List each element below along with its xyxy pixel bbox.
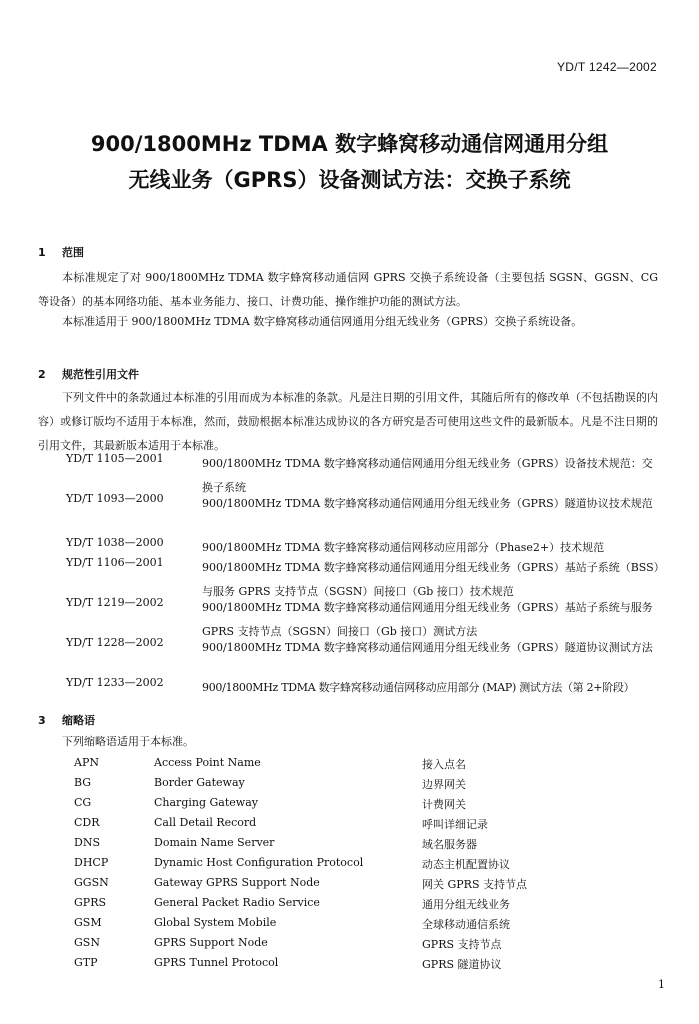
abbreviation-chinese: 域名服务器 [422, 838, 477, 851]
section-title: 缩略语 [62, 714, 95, 727]
reference-code: YD/T 1106—2001 [66, 556, 164, 569]
reference-code: YD/T 1038—2000 [66, 536, 164, 549]
section-heading-abbreviations [38, 712, 95, 728]
abbreviation-row [74, 836, 594, 856]
section-heading-scope [38, 244, 84, 260]
document-title-line1: 900/1800MHz TDMA 数字蜂窝移动通信网通用分组 [90, 132, 609, 156]
scope-text-1: 本标准规定了对 900/1800MHz TDMA 数字蜂窝移动通信网 GPRS 交换子系统设备（主要包括 SGSN、GGSN、CG 等设备）的基本网络功能、基本业务能力、接口、计费功能、操作维护功能的测试方法。 [38, 271, 658, 308]
abbreviation-row [74, 796, 594, 816]
abbreviation-english: GPRS Tunnel Protocol [154, 956, 279, 969]
abbreviation-english: Border Gateway [154, 776, 245, 789]
reference-title: 900/1800MHz TDMA 数字蜂窝移动通信网通用分组无线业务（GPRS）基站子系统与服务 GPRS 支持节点（SGSN）间接口（Gb 接口）测试方法 [202, 601, 653, 638]
abbreviation-code: DNS [74, 836, 100, 849]
standard-code: YD/T 1242—2002 [556, 60, 657, 74]
abbreviation-chinese: GPRS 支持节点 [422, 938, 502, 951]
abbreviation-chinese: 全球移动通信系统 [422, 918, 510, 931]
abbreviation-row [74, 756, 594, 776]
abbreviation-english: Access Point Name [154, 756, 261, 769]
abbreviation-code: GSN [74, 936, 100, 949]
abbreviation-row [74, 816, 594, 836]
reference-title: 900/1800MHz TDMA 数字蜂窝移动通信网移动应用部分（Phase2+）技术规范 [202, 541, 605, 554]
normative-intro-text: 下列文件中的条款通过本标准的引用而成为本标准的条款。凡是注日期的引用文件，其随后所有的修改单（不包括勘误的内容）或修订版均不适用于本标准，然而，鼓励根据本标准达成协议的各方研究是否可使用这些文件的最新版本。凡是不注日期的引用文件，其最新版本适用于本标准。 [38, 391, 658, 452]
section-number: 1 [38, 246, 46, 259]
abbreviations-intro-text: 下列缩略语适用于本标准。 [62, 735, 194, 748]
reference-code: YD/T 1093—2000 [66, 492, 164, 505]
scope-paragraph-2 [38, 310, 658, 334]
scope-text-2: 本标准适用于 900/1800MHz TDMA 数字蜂窝移动通信网通用分组无线业务（GPRS）交换子系统设备。 [62, 315, 583, 328]
reference-code: YD/T 1228—2002 [66, 636, 164, 649]
abbreviation-row [74, 916, 594, 936]
abbreviation-english: Domain Name Server [154, 836, 275, 849]
abbreviation-code: GTP [74, 956, 98, 969]
abbreviation-code: APN [74, 756, 99, 769]
section-title: 范围 [62, 246, 84, 259]
abbreviation-chinese: GPRS 隧道协议 [422, 958, 502, 971]
section-number: 3 [38, 714, 46, 727]
abbreviation-row [74, 776, 594, 796]
document-title-line2: 无线业务（GPRS）设备测试方法：交换子系统 [128, 168, 571, 192]
abbreviation-code: BG [74, 776, 92, 789]
abbreviation-english: General Packet Radio Service [154, 896, 320, 909]
page-number: 1 [658, 978, 665, 991]
reference-title: 900/1800MHz TDMA 数字蜂窝移动通信网移动应用部分 (MAP) 测试方法（第 2+阶段） [202, 681, 635, 694]
abbreviation-code: CG [74, 796, 92, 809]
abbreviation-row [74, 856, 594, 876]
reference-title: 900/1800MHz TDMA 数字蜂窝移动通信网通用分组无线业务（GPRS）隧道协议测试方法 [202, 641, 653, 654]
section-heading-normative [38, 366, 139, 382]
abbreviation-chinese: 边界网关 [422, 778, 466, 791]
abbreviation-chinese: 动态主机配置协议 [422, 858, 510, 871]
abbreviation-row [74, 896, 594, 916]
abbreviation-chinese: 通用分组无线业务 [422, 898, 510, 911]
abbreviation-english: Call Detail Record [154, 816, 257, 829]
abbreviation-chinese: 呼叫详细记录 [422, 818, 488, 831]
abbreviation-chinese: 网关 GPRS 支持节点 [422, 878, 527, 891]
abbreviation-row [74, 956, 594, 976]
abbreviation-chinese: 计费网关 [422, 798, 466, 811]
abbreviation-english: Gateway GPRS Support Node [154, 876, 320, 889]
reference-code: YD/T 1219—2002 [66, 596, 164, 609]
scope-paragraph-1 [38, 266, 658, 314]
section-number: 2 [38, 368, 46, 381]
abbreviation-code: DHCP [74, 856, 109, 869]
abbreviation-code: GPRS [74, 896, 107, 909]
abbreviation-row [74, 936, 594, 956]
abbreviation-english: Dynamic Host Configuration Protocol [154, 856, 364, 869]
abbreviation-english: Global System Mobile [154, 916, 277, 929]
reference-code: YD/T 1105—2001 [66, 452, 164, 465]
reference-title: 900/1800MHz TDMA 数字蜂窝移动通信网通用分组无线业务（GPRS）设备技术规范：交换子系统 [202, 457, 653, 494]
section-title: 规范性引用文件 [62, 368, 139, 381]
abbreviation-code: GGSN [74, 876, 109, 889]
abbreviation-english: Charging Gateway [154, 796, 258, 809]
abbreviations-intro [38, 734, 658, 750]
normative-intro [38, 386, 658, 458]
reference-title: 900/1800MHz TDMA 数字蜂窝移动通信网通用分组无线业务（GPRS）基站子系统（BSS）与服务 GPRS 支持节点（SGSN）间接口（Gb 接口）技术规范 [202, 561, 660, 598]
reference-title: 900/1800MHz TDMA 数字蜂窝移动通信网通用分组无线业务（GPRS）隧道协议技术规范 [202, 497, 653, 510]
reference-code: YD/T 1233—2002 [66, 676, 164, 689]
abbreviation-code: GSM [74, 916, 102, 929]
abbreviation-row [74, 876, 594, 896]
abbreviation-english: GPRS Support Node [154, 936, 268, 949]
abbreviation-chinese: 接入点名 [422, 758, 466, 771]
abbreviation-code: CDR [74, 816, 100, 829]
